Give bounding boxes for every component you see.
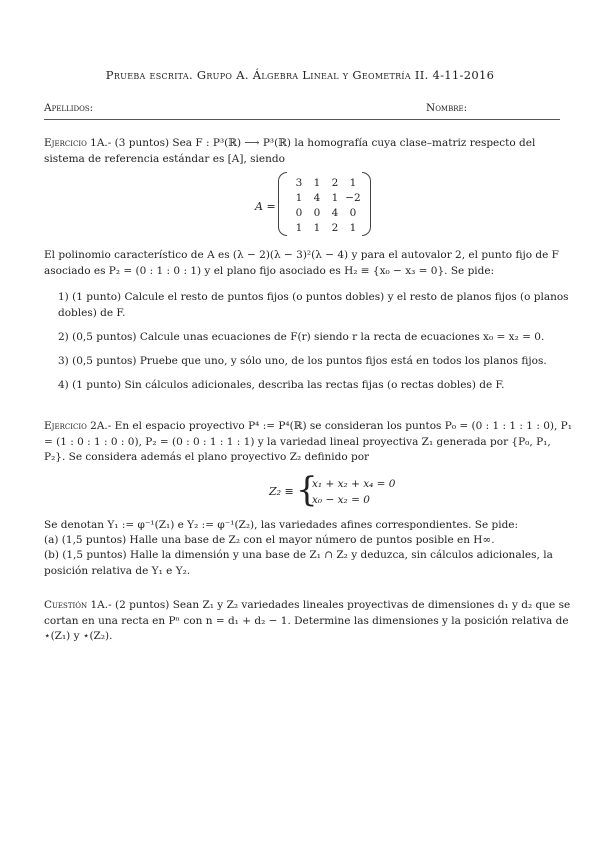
exercise-1-item-1: 1) (1 punto) Calcule el resto de puntos fijos (o puntos dobles) y el resto de planos fijos (o planos dobles) de F. bbox=[58, 291, 569, 319]
matrix-cell: 1 bbox=[349, 177, 357, 189]
system-label: Z₂ ≡ bbox=[269, 485, 294, 498]
exercise-1-intro-text: (3 puntos) Sea F : P³(ℝ) ⟶ P³(ℝ) la homografía cuya clase–matriz respecto del sistema de referencia estándar es [A], siendo bbox=[44, 137, 536, 165]
matrix-row bbox=[290, 206, 362, 221]
exercise-2-intro bbox=[44, 419, 572, 466]
exercise-1-heading: Ejercicio 1A.- bbox=[44, 137, 112, 149]
matrix-right-paren bbox=[362, 172, 371, 236]
matrix-label: A = bbox=[255, 200, 276, 213]
system-equation-1: x₁ + x₂ + x₄ = 0 bbox=[312, 478, 396, 490]
matrix-cell: 4 bbox=[331, 207, 339, 219]
nombre-field-label: Nombre: bbox=[426, 102, 468, 114]
header-divider bbox=[44, 119, 560, 120]
system-brace: { bbox=[296, 470, 318, 510]
exercise-2-statement: Se denotan Y₁ := φ⁻¹(Z₁) e Y₂ := φ⁻¹(Z₂), las variedades afines correspondientes. Se pide: bbox=[44, 519, 519, 531]
matrix-cell: 1 bbox=[295, 222, 303, 234]
exercise-1-item-3: 3) (0,5 puntos) Pruebe que uno, y sólo uno, de los puntos fijos está en todos los planos fijos. bbox=[58, 355, 547, 367]
matrix-row bbox=[290, 191, 362, 206]
matrix-row bbox=[290, 221, 362, 236]
matrix-cell: 0 bbox=[295, 207, 303, 219]
question-1-text: (2 puntos) Sean Z₁ y Z₂ variedades lineales proyectivas de dimensiones d₁ y d₂ que se cortan en una recta en Pⁿ con n = d₁ + d₂ − 1. Determine las dimensiones y la posición relativa de ⋆(Z₁) y ⋆(Z₂). bbox=[44, 599, 571, 642]
matrix-cell: 1 bbox=[331, 192, 339, 204]
matrix-left-paren bbox=[278, 172, 287, 236]
matrix-cell: 1 bbox=[313, 177, 321, 189]
matrix-row bbox=[290, 176, 362, 191]
apellidos-field-label: Apellidos: bbox=[44, 102, 94, 114]
matrix-cell: 2 bbox=[331, 222, 339, 234]
exercise-2-part-b: (b) (1,5 puntos) Halle la dimensión y una base de Z₁ ∩ Z₂ y deduzca, sin cálculos adicionales, la posición relativa de Y₁ e Y₂. bbox=[44, 549, 553, 577]
exercise-1-intro bbox=[44, 136, 572, 167]
matrix-cell: 0 bbox=[313, 207, 321, 219]
matrix-cell: 2 bbox=[331, 177, 339, 189]
exercise-2-part-a: (a) (1,5 puntos) Halle una base de Z₂ con el mayor número de puntos posible en H∞. bbox=[44, 534, 495, 546]
exercise-2-heading: Ejercicio 2A.- bbox=[44, 420, 112, 432]
matrix-cell: 1 bbox=[295, 192, 303, 204]
matrix-cell: 1 bbox=[313, 222, 321, 234]
exam-title: Prueba escrita. Grupo A. Álgebra Lineal y Geometría II. 4-11-2016 bbox=[105, 68, 495, 82]
exercise-2-intro-text: En el espacio proyectivo P⁴ := P⁴(ℝ) se consideran los puntos P₀ = (0 : 1 : 1 : 1 : 0), P₁ = (1 : 0 : 1 : 0 : 0), P₂ = (0 : 0 : 1 : 1 : 1) y la variedad lineal proyectiva Z₁ generada por {P₀, P₁, P₂}. Se considera además el plano proyectivo Z₂ definido por bbox=[44, 420, 572, 463]
matrix-cell: 1 bbox=[349, 222, 357, 234]
question-1 bbox=[44, 598, 572, 645]
system-equation-2: x₀ − x₂ = 0 bbox=[312, 494, 370, 506]
matrix-cell: 3 bbox=[295, 177, 303, 189]
exercise-1-statement: El polinomio característico de A es (λ − 2)(λ − 3)²(λ − 4) y para el autovalor 2, el punto fijo de F asociado es P₂ = (0 : 1 : 0 : 1) y el plano fijo asociado es H₂ ≡ {x₀ − x₃ = 0}. Se pide: bbox=[44, 249, 559, 277]
exercise-1-item-4: 4) (1 punto) Sin cálculos adicionales, describa las rectas fijas (o rectas dobles) de F. bbox=[58, 379, 505, 391]
exercise-1-item-2: 2) (0,5 puntos) Calcule unas ecuaciones de F(r) siendo r la recta de ecuaciones x₀ = x₂ = 0. bbox=[58, 331, 545, 343]
matrix-cell: 4 bbox=[313, 192, 321, 204]
matrix-cell: 0 bbox=[349, 207, 357, 219]
matrix-A bbox=[290, 176, 362, 236]
question-1-heading: Cuestión 1A.- bbox=[44, 599, 112, 611]
matrix-cell: −2 bbox=[345, 192, 361, 204]
